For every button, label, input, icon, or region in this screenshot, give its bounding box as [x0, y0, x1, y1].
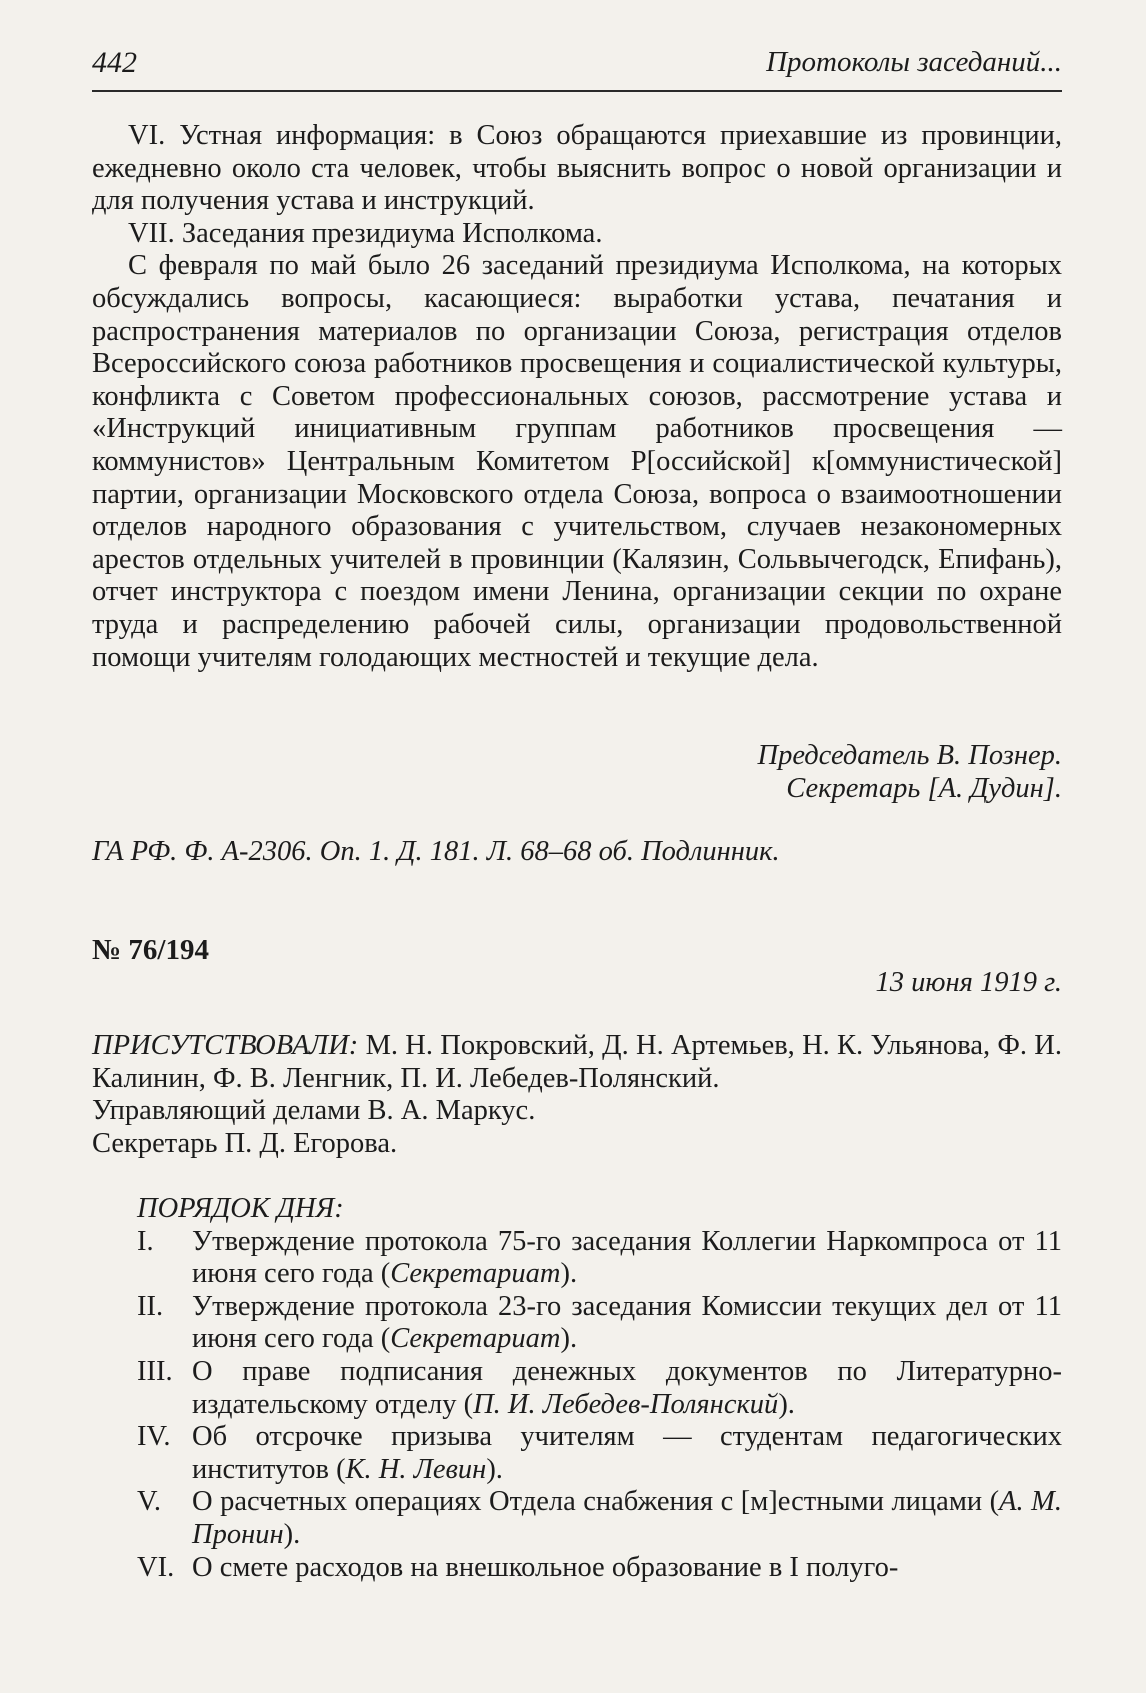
agenda-item — [92, 1421, 1062, 1486]
secretary-signature: Секретарь [А. Дудин]. — [786, 772, 1062, 804]
agenda-item-text: Об отсрочке призыва учителям — студентам педагогических институтов (К. Н. Левин). — [192, 1421, 1062, 1485]
agenda-heading: ПОРЯДОК ДНЯ: — [137, 1193, 344, 1224]
agenda-item-text: О смете расходов на внешкольное образование в I полуго- — [192, 1551, 899, 1583]
page-number: 442 — [92, 46, 137, 79]
agenda-item-text: Утверждение протокола 75-го заседания Коллегии Наркомпроса от 11 июня сего года (Секретариат). — [192, 1225, 1062, 1290]
attendance — [92, 1030, 1062, 1160]
agenda-item-text: О расчетных операциях Отдела снабжения с [м]естными лицами (А. М. Пронин). — [192, 1486, 1063, 1550]
chairman-signature: Председатель В. Познер. — [757, 740, 1062, 771]
agenda-item-number: III. — [137, 1355, 173, 1387]
present-paragraph — [92, 1030, 1062, 1095]
agenda-list — [92, 1226, 1062, 1585]
agenda-item-number: V. — [137, 1486, 162, 1518]
source-reference: ГА РФ. Ф. А-2306. Оп. 1. Д. 181. Л. 68–68 об. Подлинник. — [92, 836, 780, 867]
agenda-item-text: О праве подписания денежных документов по Литературно-издательскому отделу (П. И. Лебедев-Полянский). — [192, 1355, 1062, 1420]
paragraph-presidium-heading: VII. Заседания президиума Исполкома. — [128, 217, 603, 249]
running-title: Протоколы заседаний... — [766, 46, 1062, 78]
agenda-item-text: Утверждение протокола 23-го заседания Комиссии текущих дел от 11 июня сего года (Секретариат). — [192, 1290, 1062, 1355]
agenda-item-speaker: А. М. Пронин — [192, 1486, 1063, 1550]
agenda-item — [92, 1291, 1062, 1356]
agenda-item-number: IV. — [137, 1421, 171, 1453]
document-number: № 76/194 — [92, 934, 209, 966]
page-header — [92, 40, 1062, 92]
agenda-item-speaker: П. И. Лебедев-Полянский — [473, 1388, 779, 1420]
manager-line: Управляющий делами В. А. Маркус. — [92, 1095, 536, 1127]
paragraph-oral-info: VI. Устная информация: в Союз обращаются приехавшие из провинции, ежедневно около ста человек, чтобы выяснить вопрос о новой организации и для получения устава и инструкций. — [92, 120, 1062, 217]
agenda-item — [92, 1356, 1062, 1421]
agenda-item-speaker: Секретариат — [390, 1323, 561, 1355]
secretary-line: Секретарь П. Д. Егорова. — [92, 1127, 398, 1159]
agenda-item-number: II. — [137, 1290, 164, 1322]
agenda-item — [92, 1226, 1062, 1291]
agenda-section — [92, 1193, 1062, 1584]
agenda-item-number: I. — [137, 1225, 154, 1257]
agenda-item-number: VI. — [137, 1551, 175, 1583]
agenda-item — [92, 1552, 1062, 1585]
agenda-item — [92, 1486, 1062, 1551]
document-date: 13 июня 1919 г. — [875, 966, 1062, 998]
present-label: ПРИСУТСТВОВАЛИ: — [92, 1030, 359, 1061]
paragraph-presidium-body: С февраля по май было 26 заседаний президиума Исполкома, на которых обсуждались вопросы, касающиеся: выработки устава, печатания и распространения материалов по организации Союза, регистрация отделов Всероссийского союза работников просвещения и социалистической культуры, конфликта с Советом профессиональных союзов, рассмотрение устава и «Инструкций инициативным группам работников просвещения — коммунистов» Центральным Комитетом Р[оссийской] к[оммунистической] партии, организации Московского отдела Союза, вопроса о взаимоотношении отделов народного образования с учительством, случаев незакономерных арестов отдельных учителей в провинции (Калязин, Сольвычегодск, Епифань), отчет инструктора с поездом имени Ленина, организации секции по охране труда и распределению рабочей силы, организации продовольственной помощи учителям голодающих местностей и текущие дела. — [92, 250, 1062, 673]
present-names: М. Н. Покровский, Д. Н. Артемьев, Н. К. Ульянова, Ф. И. Калинин, Ф. В. Ленгник, П. И. Лебедев-Полянский. — [92, 1030, 1062, 1094]
signatures — [92, 740, 1062, 805]
protocol-tail — [92, 120, 1062, 674]
archive-source — [92, 836, 1062, 869]
document-header — [92, 934, 1062, 999]
agenda-item-speaker: Секретариат — [390, 1258, 561, 1290]
agenda-item-speaker: К. Н. Левин — [345, 1453, 487, 1485]
